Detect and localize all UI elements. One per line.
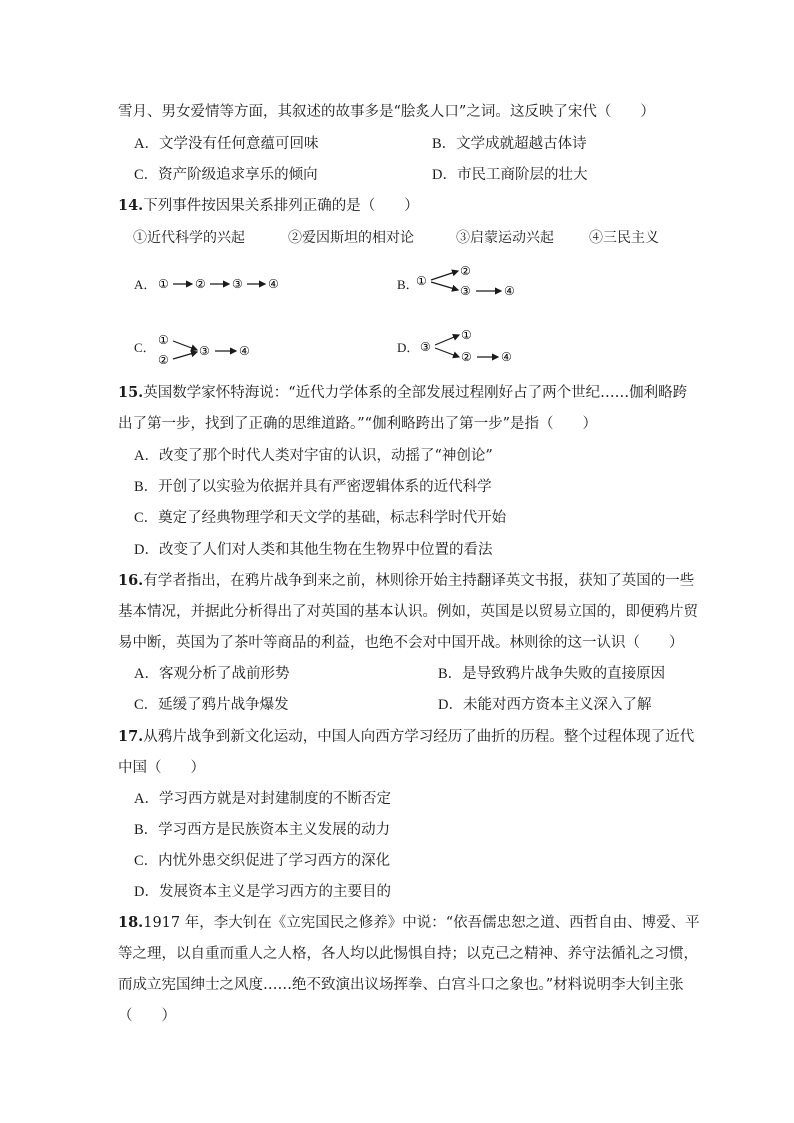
question-text: 1917 年，李大钊在《立宪国民之修养》中说：“依吾儒忠恕之道、西哲自由、博爱、平 xyxy=(143,915,700,931)
question-text: 下列事件按因果关系排列正确的是（ ） xyxy=(143,198,419,214)
q17-option-c[interactable] xyxy=(134,852,390,870)
option-text: 学习西方就是对封建制度的不断否定 xyxy=(158,791,391,807)
option-text: 奠定了经典物理学和天文学的基础，标志科学时代开始 xyxy=(158,510,507,526)
q13-option-c[interactable] xyxy=(134,166,318,184)
option-letter: B． xyxy=(438,666,463,682)
option-letter: A． xyxy=(134,666,159,682)
node-1: ① xyxy=(158,333,169,347)
option-letter: D． xyxy=(438,697,463,713)
node-3: ③ xyxy=(232,277,243,291)
q18-stem-line-1 xyxy=(118,914,700,932)
question-number: 16. xyxy=(118,572,144,589)
q16-option-c[interactable] xyxy=(134,696,289,714)
q18-stem-line-3: 而成立宪国绅士之风度……绝不致演出议场挥拳、白宫斗口之象也。”材料说明李大钊主张 xyxy=(118,977,684,993)
node-1: ① xyxy=(158,277,169,291)
node-4: ④ xyxy=(239,344,250,358)
option-letter: C． xyxy=(134,697,159,713)
arrow-icon xyxy=(431,271,458,280)
node-1: ① xyxy=(416,274,427,288)
option-text: 文学没有任何意蕴可回味 xyxy=(158,136,319,152)
option-letter: A． xyxy=(134,136,159,152)
q16-option-a[interactable] xyxy=(134,665,289,683)
arrow-icon xyxy=(435,335,459,345)
option-text: 未能对西方资本主义深入了解 xyxy=(462,697,652,713)
q14-item-4: ④三民主义 xyxy=(589,230,659,246)
question-text: 从鸦片战争到新文化运动，中国人向西方学习经历了曲折的历程。整个过程体现了近代 xyxy=(143,729,695,745)
node-2: ② xyxy=(158,353,169,367)
node-3: ③ xyxy=(420,340,431,354)
arrow-icon xyxy=(173,352,197,359)
q16-option-b[interactable] xyxy=(438,665,665,683)
arrow-icon xyxy=(173,341,197,350)
q17-option-d[interactable] xyxy=(134,883,391,901)
q16-stem-line-2: 基本情况，并据此分析得出了对英国的基本认识。例如，英国是以贸易立国的，即便鸦片贸 xyxy=(118,604,698,620)
q14-item-1: ①近代科学的兴起 xyxy=(133,230,245,246)
q14-option-a-diagram[interactable] xyxy=(158,270,293,298)
q17-option-a[interactable] xyxy=(134,790,391,808)
option-text: 客观分析了战前形势 xyxy=(158,666,290,682)
arrow-icon xyxy=(431,282,458,290)
q15-option-d[interactable] xyxy=(134,541,492,559)
q14-option-d-letter[interactable]: D． xyxy=(397,340,420,355)
q17-option-b[interactable] xyxy=(134,821,390,839)
question-text: 英国数学家怀特海说：“近代力学体系的全部发展过程刚好占了两个世纪……伽利略跨 xyxy=(143,385,688,401)
q18-stem-line-4: （ ） xyxy=(118,1008,176,1024)
option-letter: D． xyxy=(134,542,159,558)
q17-stem-line-2: 中国（ ） xyxy=(118,760,205,776)
option-text: 学习西方是民族资本主义发展的动力 xyxy=(158,822,391,838)
q15-stem-line-1 xyxy=(118,384,687,402)
option-text: 是导致鸦片战争失败的直接原因 xyxy=(462,666,666,682)
option-letter: C． xyxy=(134,510,159,526)
node-3: ③ xyxy=(460,284,471,298)
option-letter: B． xyxy=(432,136,457,152)
node-2: ② xyxy=(195,277,206,291)
q13-option-a[interactable] xyxy=(134,135,318,153)
q14-option-c-diagram[interactable] xyxy=(156,329,266,369)
option-letter: C． xyxy=(134,853,159,869)
q14-option-a-letter[interactable]: A． xyxy=(134,277,157,292)
question-text: 有学者指出，在鸦片战争到来之前，林则徐开始主持翻译英文书报，获知了英国的一些 xyxy=(143,573,695,589)
question-number: 17. xyxy=(118,728,144,745)
q14-item-2: ②爱因斯坦的相对论 xyxy=(288,230,414,246)
q14-option-c-letter[interactable]: C． xyxy=(134,340,156,355)
question-number: 14. xyxy=(118,197,144,214)
option-text: 开创了以实验为依据并具有严密逻辑体系的近代科学 xyxy=(158,479,492,495)
q14-option-b-letter[interactable]: B． xyxy=(397,277,419,292)
q17-stem-line-1 xyxy=(118,728,694,746)
option-text: 延缓了鸦片战争爆发 xyxy=(158,697,289,713)
option-letter: A． xyxy=(134,448,159,464)
arrow-icon xyxy=(435,348,459,357)
option-letter: C． xyxy=(134,167,159,183)
node-2: ② xyxy=(460,264,471,278)
q16-stem-line-3: 易中断，英国为了茶叶等商品的利益，也绝不会对中国开战。林则徐的这一认识（ ） xyxy=(118,635,684,651)
q14-stem xyxy=(118,197,419,215)
q15-option-c[interactable] xyxy=(134,509,506,527)
q13-stem: 雪月、男女爱情等方面，其叙述的故事多是“脍炙人口”之词。这反映了宋代（ ） xyxy=(118,104,655,120)
option-letter: A． xyxy=(134,791,159,807)
q13-option-d[interactable] xyxy=(432,166,587,184)
option-letter: B． xyxy=(134,479,159,495)
q15-option-b[interactable] xyxy=(134,478,492,496)
option-text: 市民工商阶层的壮大 xyxy=(456,167,588,183)
option-text: 文学成就超越古体诗 xyxy=(456,136,587,152)
option-text: 改变了人们对人类和其他生物在生物界中位置的看法 xyxy=(158,542,493,558)
q15-stem-line-2: 出了第一步，找到了正确的思维道路。”“伽利略跨出了第一步”是指（ ） xyxy=(118,416,597,432)
node-1: ① xyxy=(461,328,472,342)
option-letter: B． xyxy=(134,822,159,838)
option-letter: D． xyxy=(432,167,457,183)
node-2: ② xyxy=(461,350,472,364)
q13-option-b[interactable] xyxy=(432,135,587,153)
question-number: 15. xyxy=(118,384,144,401)
node-4: ④ xyxy=(501,350,512,364)
node-3: ③ xyxy=(199,344,210,358)
q16-stem-line-1 xyxy=(118,572,694,590)
question-number: 18. xyxy=(118,914,144,931)
option-text: 改变了那个时代人类对宇宙的认识，动摇了“神创论” xyxy=(158,448,493,464)
node-4: ④ xyxy=(268,277,279,291)
node-4: ④ xyxy=(504,284,515,298)
q15-option-a[interactable] xyxy=(134,447,493,465)
option-text: 内忧外患交织促进了学习西方的深化 xyxy=(158,853,391,869)
q14-item-3: ③启蒙运动兴起 xyxy=(456,230,554,246)
q18-stem-line-2: 等之理，以自重而重人之人格，各人均以此惕惧自持；以克己之精神、养守法循礼之习惯， xyxy=(118,946,698,962)
q14-option-d-diagram[interactable] xyxy=(418,326,528,370)
q16-option-d[interactable] xyxy=(438,696,651,714)
option-letter: D． xyxy=(134,884,159,900)
option-text: 资产阶级追求享乐的倾向 xyxy=(158,167,318,183)
q14-option-b-diagram[interactable] xyxy=(414,262,534,302)
option-text: 发展资本主义是学习西方的主要目的 xyxy=(158,884,391,900)
